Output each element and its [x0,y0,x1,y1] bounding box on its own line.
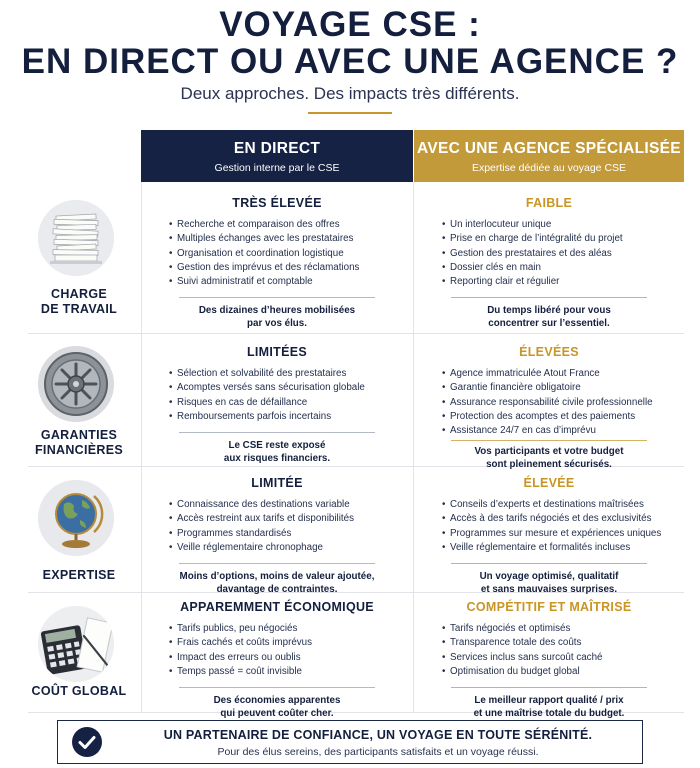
row-label-expertise [20,568,138,583]
list-item: • Accès à des tarifs négociés et des exclusivités [442,512,684,526]
list-item: • Remboursements parfois incertains [169,410,413,424]
conclusion: Le CSE reste exposé aux risques financiers. [223,440,331,465]
list-item: • Multiples échanges avec les prestataires [169,232,413,246]
list-item: • Protection des acomptes et des paiements [442,410,684,424]
separator [179,432,375,433]
list-item: • Tarifs publics, peu négociés [169,622,413,636]
separator [451,563,647,564]
calculator-icon [38,606,114,682]
column-subtitle-agency: Expertise dédiée au voyage CSE [471,162,627,174]
separator [451,297,647,298]
cell-financial-agency [414,345,684,471]
row-label-text: COÛT GLOBAL [31,684,127,698]
list-item: • Un interlocuteur unique [442,218,684,232]
page-title-line1: VOYAGE CSE : [219,5,481,44]
separator [451,687,647,688]
separator [179,687,375,688]
list-item: • Acomptes versés sans sécurisation globale [169,381,413,395]
level-label: ÉLEVÉES [519,345,579,359]
level-label: LIMITÉE [251,476,303,490]
page-subtitle: Deux approches. Des impacts très différents. [180,84,520,103]
list-item: • Assistance 24/7 en cas d’imprévu [442,424,684,438]
separator [179,297,375,298]
list-item: • Gestion des imprévus et des réclamations [169,261,413,275]
cell-workload-direct [141,196,413,330]
banner-subtitle: Pour des élus sereins, des participants satisfaits et un voyage réussi. [217,746,539,758]
level-label: LIMITÉES [246,345,308,359]
list-item: • Agence immatriculée Atout France [442,367,684,381]
banner-title: UN PARTENAIRE DE CONFIANCE, UN VOYAGE EN TOUTE SÉRÉNITÉ. [163,728,593,742]
row-label-cost [20,684,138,699]
list-item: • Garantie financière obligatoire [442,381,684,395]
conclusion: Du temps libéré pour vous concentrer sur l’essentiel. [487,305,611,330]
cell-cost-direct [141,600,413,720]
row-divider [28,333,684,334]
list-item: • Frais cachés et coûts imprévus [169,636,413,650]
list-item: • Gestion des prestataires et des aléas [442,247,684,261]
row-label-financial [20,428,138,458]
level-label: FAIBLE [525,196,573,210]
list-item: • Accès restreint aux tarifs et disponibilités [169,512,413,526]
bullet-list [141,218,413,289]
level-label: APPAREMMENT ÉCONOMIQUE [180,600,374,614]
list-item: • Programmes sur mesure et expériences uniques [442,527,684,541]
list-item: • Dossier clés en main [442,261,684,275]
list-item: • Veille réglementaire et formalités incluses [442,541,684,555]
list-item: • Recherche et comparaison des offres [169,218,413,232]
conclusion: Vos participants et votre budget sont pleinement sécurisés. [474,446,624,471]
list-item: • Impact des erreurs ou oublis [169,651,413,665]
column-header-agency [414,130,684,182]
list-item: • Suivi administratif et comptable [169,275,413,289]
list-item: • Conseils d’experts et destinations maîtrisées [442,498,684,512]
row-label-text: EXPERTISE [42,568,116,582]
bullet-list [414,498,684,555]
cell-financial-direct [141,345,413,465]
cell-cost-agency [414,600,684,720]
cell-expertise-direct [141,476,413,596]
column-title-direct: EN DIRECT [233,140,321,157]
title-divider [308,112,392,114]
separator [179,563,375,564]
list-item: • Sélection et solvabilité des prestataires [169,367,413,381]
list-item: • Connaissance des destinations variable [169,498,413,512]
globe-icon [38,480,114,556]
column-subtitle-direct: Gestion interne par le CSE [214,162,340,174]
row-label-workload [20,287,138,317]
page-title-line2: EN DIRECT OU AVEC UNE AGENCE ? [21,42,679,81]
conclusion: Des dizaines d’heures mobilisées par vos élus. [198,305,356,330]
level-label: COMPÉTITIF ET MAÎTRISÉ [466,600,632,614]
separator [451,440,647,441]
conclusion: Moins d’options, moins de valeur ajoutée, davantage de contraintes. [179,571,375,596]
list-item: • Services inclus sans surcoût caché [442,651,684,665]
list-item: • Transparence totale des coûts [442,636,684,650]
conclusion: Un voyage optimisé, qualitatif et sans mauvaises surprises. [479,571,619,596]
checkmark-icon [72,727,102,757]
list-item: • Assurance responsabilité civile professionnelle [442,396,684,410]
level-label: TRÈS ÉLEVÉE [232,196,322,210]
list-item: • Programmes standardisés [169,527,413,541]
row-label-text: CHARGE DE TRAVAIL [40,287,118,316]
list-item: • Reporting clair et régulier [442,275,684,289]
column-header-direct [141,130,413,182]
conclusion: Des économies apparentes qui peuvent coûter cher. [213,695,341,720]
bullet-list [414,218,684,289]
cell-workload-agency [414,196,684,330]
row-label-text: GARANTIES FINANCIÈRES [34,428,124,457]
list-item: • Tarifs négociés et optimisés [442,622,684,636]
bullet-list [414,367,684,438]
paper-stack-icon [38,200,114,276]
conclusion: Le meilleur rapport qualité / prix et une maîtrise totale du budget. [473,695,625,720]
bullet-list [141,622,413,679]
column-title-agency: AVEC UNE AGENCE SPÉCIALISÉE [417,140,681,157]
bullet-list [141,367,413,424]
bullet-list [141,498,413,555]
list-item: • Veille réglementaire chronophage [169,541,413,555]
list-item: • Risques en cas de défaillance [169,396,413,410]
list-item: • Prise en charge de l’intégralité du projet [442,232,684,246]
list-item: • Organisation et coordination logistique [169,247,413,261]
bullet-list [414,622,684,679]
safe-vault-icon [38,346,114,422]
level-label: ÉLEVÉE [523,476,575,490]
footer-banner [57,720,643,764]
list-item: • Temps passé = coût invisible [169,665,413,679]
cell-expertise-agency [414,476,684,596]
list-item: • Optimisation du budget global [442,665,684,679]
